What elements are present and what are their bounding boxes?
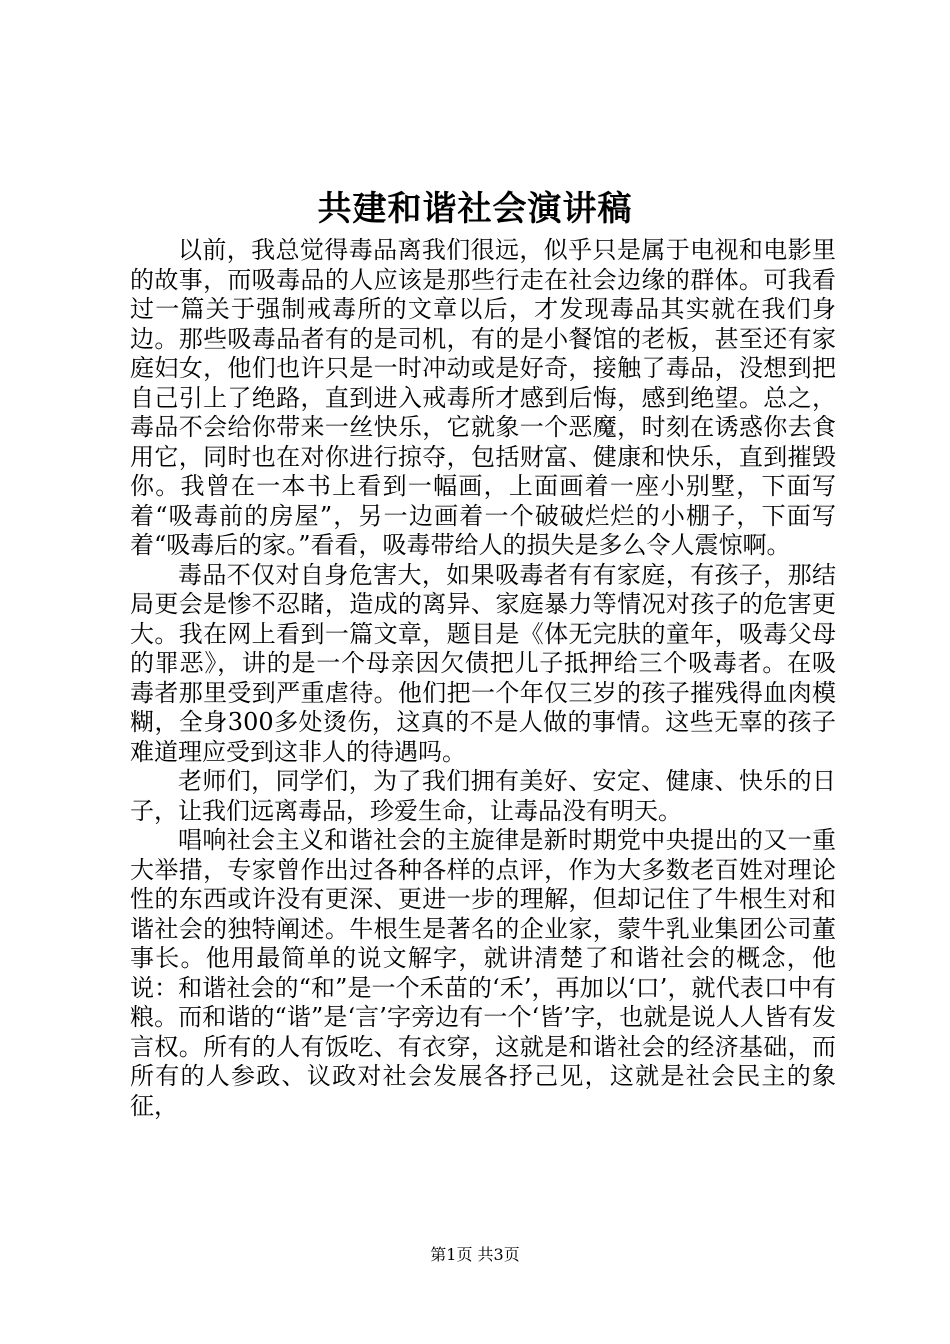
paragraph-2: 毒品不仅对自身危害大，如果吸毒者有有家庭，有孩子，那结局更会是惨不忍睹，造成的离异、家庭暴力等情况对孩子的危害更大。我在网上看到一篇文章，题目是《体无完肤的童年，吸毒父母的罪恶》，讲的是一个母亲因欠债把儿子抵押给三个吸毒者。在吸毒者那里受到严重虐待。他们把一个年仅三岁的孩子摧残得血肉模糊，全身300多处烫伤，这真的不是人做的事情。这些无辜的孩子难道理应受到这非人的待遇吗。 bbox=[130, 560, 836, 766]
document-body bbox=[130, 236, 836, 1121]
document-title: 共建和谐社会演讲稿 bbox=[317, 189, 633, 229]
paragraph-4: 唱响社会主义和谐社会的主旋律是新时期党中央提出的又一重大举措，专家曾作出过各种各样的点评，作为大多数老百姓对理论性的东西或许没有更深、更进一步的理解，但却记住了牛根生对和谐社会的独特阐述。牛根生是著名的企业家，蒙牛乳业集团公司董事长。他用最简单的说文解字，就讲清楚了和谐社会的概念，他说：和谐社会的“和”是一个禾苗的‘禾’，再加以‘口’，就代表口中有粮。而和谐的“谐”是‘言’字旁边有一个‘皆’字，也就是说人人皆有发言权。所有的人有饭吃、有衣穿，这就是和谐社会的经济基础，而所有的人参政、议政对社会发展各抒己见，这就是社会民主的象征， bbox=[130, 826, 836, 1120]
page-footer: 第1页 共3页 bbox=[430, 1245, 520, 1264]
paragraph-3: 老师们，同学们，为了我们拥有美好、安定、健康、快乐的日子，让我们远离毒品，珍爱生命，让毒品没有明天。 bbox=[130, 767, 836, 825]
paragraph-1: 以前，我总觉得毒品离我们很远，似乎只是属于电视和电影里的故事，而吸毒品的人应该是那些行走在社会边缘的群体。可我看过一篇关于强制戒毒所的文章以后，才发现毒品其实就在我们身边。那些吸毒品者有的是司机，有的是小餐馆的老板，甚至还有家庭妇女，他们也许只是一时冲动或是好奇，接触了毒品，没想到把自己引上了绝路，直到进入戒毒所才感到后悔，感到绝望。总之，毒品不会给你带来一丝快乐，它就象一个恶魔，时刻在诱惑你去食用它，同时也在对你进行掠夺，包括财富、健康和快乐，直到摧毁你。我曾在一本书上看到一幅画，上面画着一座小别墅，下面写着“吸毒前的房屋”，另一边画着一个破破烂烂的小棚子，下面写着“吸毒后的家。”看看，吸毒带给人的损失是多么令人震惊啊。 bbox=[130, 236, 836, 559]
